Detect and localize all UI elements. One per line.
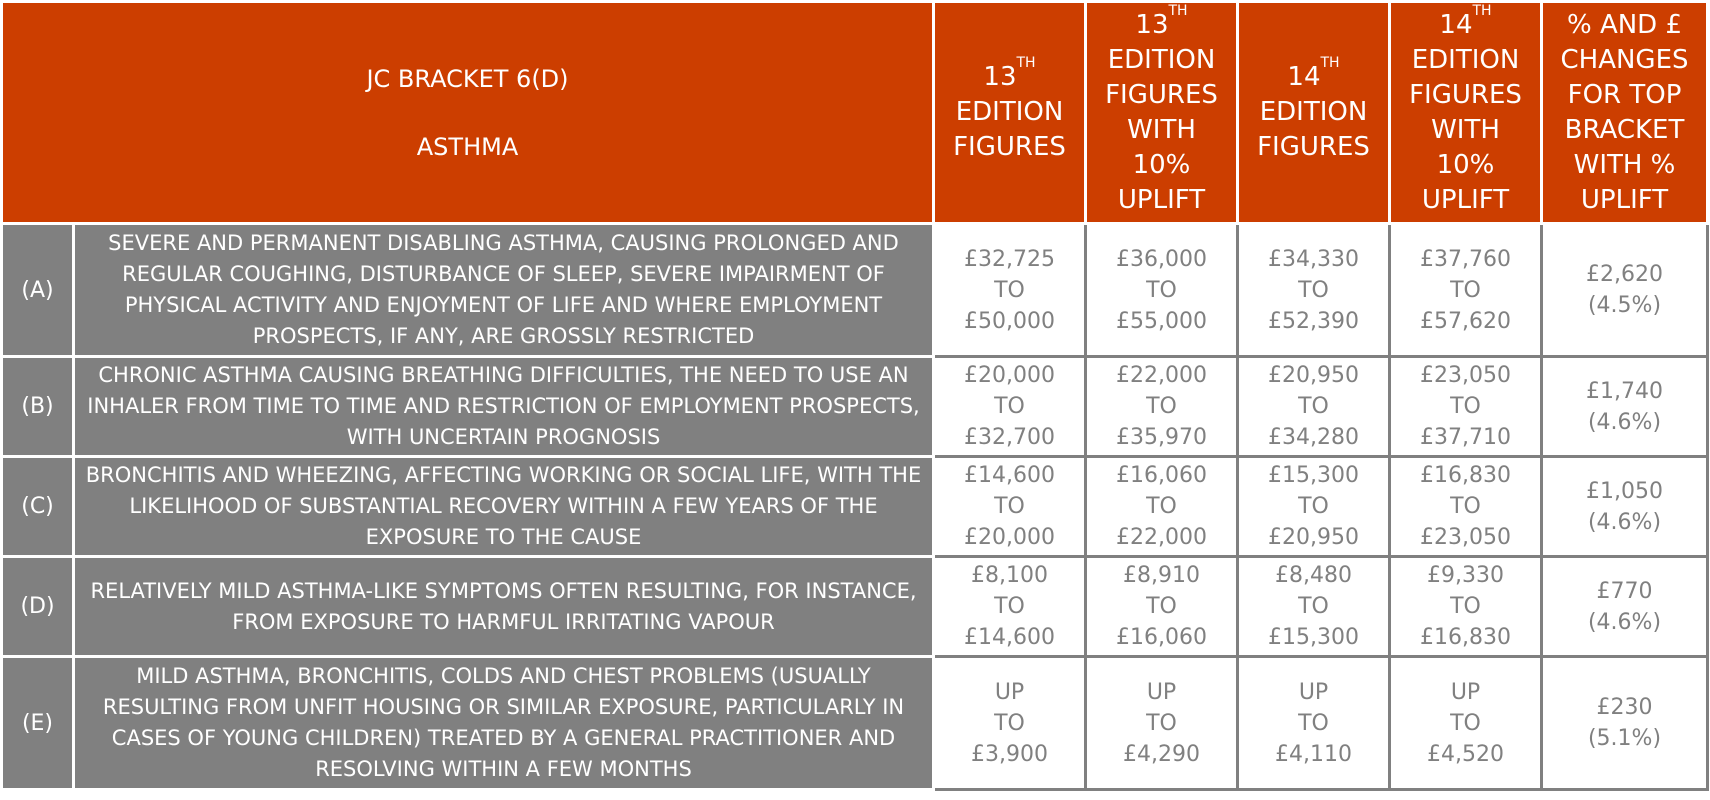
table-title: [2, 2, 934, 224]
column-header-14th-edition-uplift: 14TH EDITION FIGURES WITH 10% UPLIFT: [1390, 2, 1542, 224]
value-14th-uplift: £16,830 TO £23,050: [1390, 457, 1542, 557]
row-letter: (E): [2, 657, 74, 790]
value-14th: £34,330 TO £52,390: [1238, 224, 1390, 357]
column-header-changes: % AND £ CHANGES FOR TOP BRACKET WITH % UPLIFT: [1542, 2, 1708, 224]
value-13th-uplift: £16,060 TO £22,000: [1086, 457, 1238, 557]
value-13th: £8,100 TO £14,600: [934, 557, 1086, 657]
column-header-13th-edition: 13TH EDITION FIGURES: [934, 2, 1086, 224]
row-description: MILD ASTHMA, BRONCHITIS, COLDS AND CHEST PROBLEMS (USUALLY RESULTING FROM UNFIT HOUSING OR SIMILAR EXPOSURE, PARTICULARLY IN CASES OF YOUNG CHILDREN) TREATED BY A GENERAL PRACTITIONER AND RESOLVING WITHIN A FEW MONTHS: [74, 657, 934, 790]
value-14th-uplift: £9,330 TO £16,830: [1390, 557, 1542, 657]
value-change: £2,620 (4.5%): [1542, 224, 1708, 357]
bracket-heading: JC BRACKET 6(D): [366, 64, 569, 93]
row-description: RELATIVELY MILD ASTHMA-LIKE SYMPTOMS OFTEN RESULTING, FOR INSTANCE, FROM EXPOSURE TO HARMFUL IRRITATING VAPOUR: [74, 557, 934, 657]
value-14th-uplift: £37,760 TO £57,620: [1390, 224, 1542, 357]
value-13th-uplift: £8,910 TO £16,060: [1086, 557, 1238, 657]
column-header-14th-edition: 14TH EDITION FIGURES: [1238, 2, 1390, 224]
value-13th: UP TO £3,900: [934, 657, 1086, 790]
row-letter: (A): [2, 224, 74, 357]
table-row: [2, 357, 1708, 457]
value-14th: £20,950 TO £34,280: [1238, 357, 1390, 457]
value-14th: £15,300 TO £20,950: [1238, 457, 1390, 557]
row-description: CHRONIC ASTHMA CAUSING BREATHING DIFFICULTIES, THE NEED TO USE AN INHALER FROM TIME TO TIME AND RESTRICTION OF EMPLOYMENT PROSPECTS, WITH UNCERTAIN PROGNOSIS: [74, 357, 934, 457]
value-change: £1,050 (4.6%): [1542, 457, 1708, 557]
value-13th-uplift: UP TO £4,290: [1086, 657, 1238, 790]
value-14th: UP TO £4,110: [1238, 657, 1390, 790]
row-letter: (D): [2, 557, 74, 657]
table-row: [2, 657, 1708, 790]
value-14th: £8,480 TO £15,300: [1238, 557, 1390, 657]
header-row: [2, 2, 1708, 224]
condition-heading: ASTHMA: [416, 132, 519, 161]
table-row: [2, 457, 1708, 557]
value-13th-uplift: £22,000 TO £35,970: [1086, 357, 1238, 457]
table-row: [2, 557, 1708, 657]
value-change: £770 (4.6%): [1542, 557, 1708, 657]
column-header-13th-edition-uplift: 13TH EDITION FIGURES WITH 10% UPLIFT: [1086, 2, 1238, 224]
value-13th: £14,600 TO £20,000: [934, 457, 1086, 557]
row-letter: (B): [2, 357, 74, 457]
row-letter: (C): [2, 457, 74, 557]
value-13th-uplift: £36,000 TO £55,000: [1086, 224, 1238, 357]
value-change: £1,740 (4.6%): [1542, 357, 1708, 457]
value-14th-uplift: UP TO £4,520: [1390, 657, 1542, 790]
value-13th: £20,000 TO £32,700: [934, 357, 1086, 457]
row-description: SEVERE AND PERMANENT DISABLING ASTHMA, CAUSING PROLONGED AND REGULAR COUGHING, DISTURBANCE OF SLEEP, SEVERE IMPAIRMENT OF PHYSICAL ACTIVITY AND ENJOYMENT OF LIFE AND WHERE EMPLOYMENT PROSPECTS, IF ANY, ARE GROSSLY RESTRICTED: [74, 224, 934, 357]
value-change: £230 (5.1%): [1542, 657, 1708, 790]
row-description: BRONCHITIS AND WHEEZING, AFFECTING WORKING OR SOCIAL LIFE, WITH THE LIKELIHOOD OF SUBSTANTIAL RECOVERY WITHIN A FEW YEARS OF THE EXPOSURE TO THE CAUSE: [74, 457, 934, 557]
value-14th-uplift: £23,050 TO £37,710: [1390, 357, 1542, 457]
value-13th: £32,725 TO £50,000: [934, 224, 1086, 357]
table-row: [2, 224, 1708, 357]
